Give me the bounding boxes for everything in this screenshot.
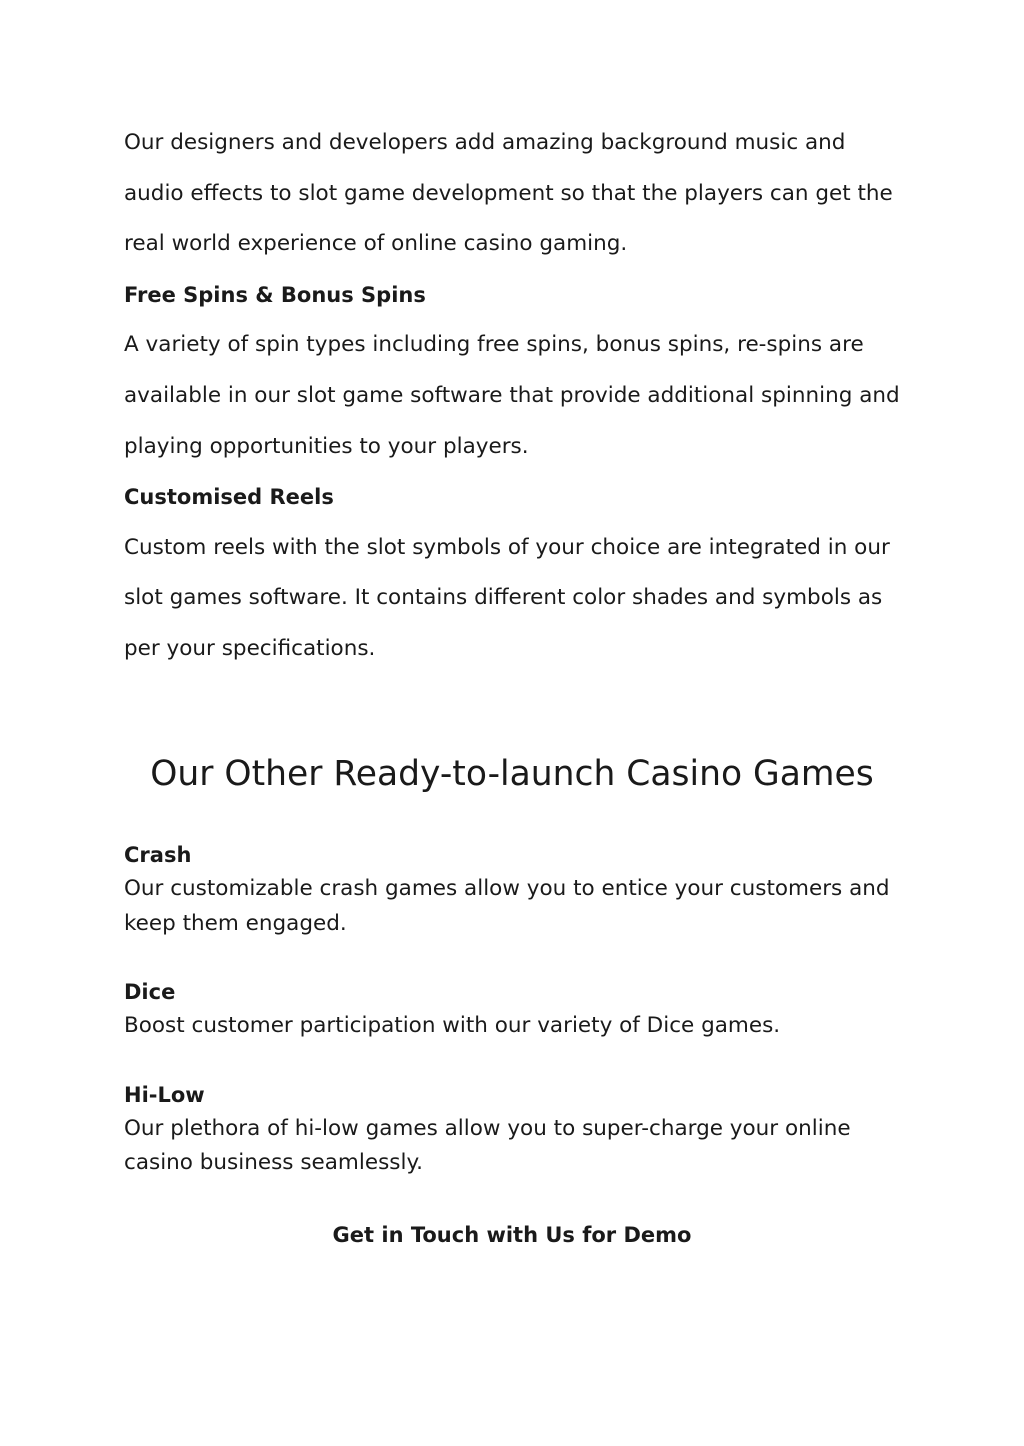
game-description: Our customizable crash games allow you to entice your customers and keep them engaged. xyxy=(124,876,890,936)
game-item-dice xyxy=(124,975,904,1044)
game-name: Hi-Low xyxy=(124,1082,205,1107)
feature-heading-customised-reels: Customised Reels xyxy=(124,485,334,510)
game-name: Dice xyxy=(124,980,176,1004)
demo-cta-link[interactable]: Get in Touch with Us for Demo xyxy=(332,1223,692,1247)
other-games-list xyxy=(124,838,904,1215)
feature-heading-free-spins: Free Spins & Bonus Spins xyxy=(124,282,426,307)
game-description: Boost customer participation with our variety of Dice games. xyxy=(124,1013,781,1038)
game-description: Our plethora of hi-low games allow you to super-charge your online casino business seamlessly. xyxy=(124,1115,851,1175)
intro-paragraph: Our designers and developers add amazing background music and audio effects to slot game development so that the players can get the real world experience of online casino gaming. xyxy=(124,130,893,257)
game-item-crash xyxy=(124,838,904,941)
game-name: Crash xyxy=(124,843,192,867)
feature-text-customised-reels: Custom reels with the slot symbols of your choice are integrated in our slot games software. It contains different color shades and symbols as per your specifications. xyxy=(124,534,890,661)
other-games-title: Our Other Ready-to-launch Casino Games xyxy=(150,754,874,794)
feature-section xyxy=(124,118,904,675)
game-item-hi-low xyxy=(124,1078,904,1181)
feature-text-free-spins: A variety of spin types including free spins, bonus spins, re-spins are available in our slot game software that provide additional spinning and playing opportunities to your players. xyxy=(124,332,900,459)
